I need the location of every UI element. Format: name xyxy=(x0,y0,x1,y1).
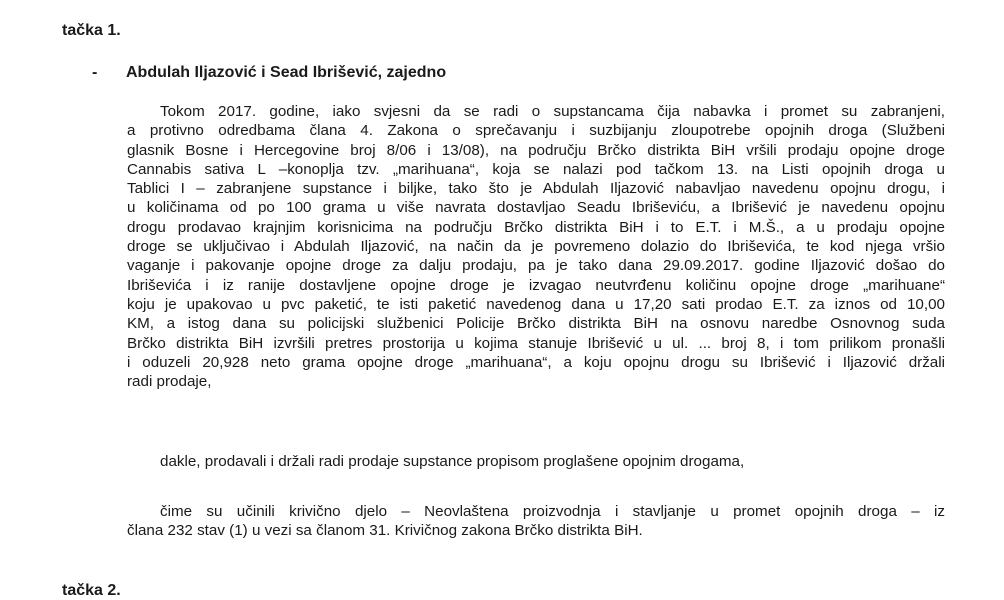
section-heading-1: tačka 1. xyxy=(62,22,121,39)
paragraph-line: čime su učinili krivično djelo – Neovlaštena proizvodnja i stavljanje u promet opojnih droga – iz xyxy=(160,503,945,520)
paragraph-line: a protivno odredbama člana 4. Zakona o sprečavanju i suzbijanju zloupotrebe opojnih droga (Službeni xyxy=(127,122,945,140)
paragraph-line: vaganje i pakovanje opojne droge za dalju prodaju, pa je tako dana 29.09.2017. godine Iljazović došao do xyxy=(127,257,945,275)
defendants-names: Abdulah Iljazović i Sead Ibrišević, zajedno xyxy=(126,64,447,81)
paragraph-line: radi prodaje, xyxy=(127,373,212,391)
paragraph-line: i oduzeli 20,928 neto grama opojne droge „marihuana“, a koju opojnu drogu su Ibrišević i Iljazović držali xyxy=(127,353,945,371)
paragraph-line: koju je upakovao u pvc paketić, te isti paketić navedenog dana u 17,20 sati prodao E.T. za iznos od 10,00 xyxy=(127,295,945,313)
paragraph-line: Brčko distrikta BiH izvršili pretres prostorija u kojima stanuje Ibrišević u ul. ... broj 8, i tom prilikom pronašli xyxy=(127,334,945,352)
section-heading-2: tačka 2. xyxy=(62,582,121,599)
list-dash: - xyxy=(92,64,98,81)
defendants-subheading xyxy=(92,64,446,82)
paragraph-line: KM, a istog dana su policijski službenici Policije Brčko distrikta BiH na osnovu naredbe Osnovnog suda xyxy=(127,315,945,333)
paragraph-line: Tokom 2017. godine, iako svjesni da se radi o supstancama čija nabavka i promet su zabranjeni, xyxy=(160,103,945,120)
paragraph-line: u količinama od po 100 grama u više navrata dostavljao Seadu Ibriševiću, a Ibrišević je navedenu opojnu xyxy=(127,199,945,217)
paragraph-line: Ibriševića i iz ranije dostavljene opojne droge je izvagao neutvrđenu količinu opojne droge „marihuane“ xyxy=(127,276,945,294)
paragraph-line: Tablici I – zabranjene supstance i biljke, tako što je Abdulah Iljazović nabavljao navedenu opojnu drogu, i xyxy=(127,180,945,198)
paragraph-line: droge se uključivao i Abdulah Iljazović, na način da je povremeno dolazio do Ibriševića, te kod njega vršio xyxy=(127,238,945,256)
charge-paragraph xyxy=(127,102,945,391)
paragraph-line: drogu prodavao krajnjim korisnicima na području Brčko distrikta BiH i to E.T. i M.Š., a u prodaju opojne xyxy=(127,218,945,236)
offense-paragraph xyxy=(127,502,945,541)
paragraph-line: glasnik Bosne i Hercegovine broj 8/06 i 13/08), na području Brčko distrikta BiH vršili prodaju opojne droge xyxy=(127,141,945,159)
conclusion-paragraph xyxy=(160,452,940,471)
paragraph-line: Cannabis sativa L –konoplja tzv. „marihuana“, koja se nalazi pod tačkom 13. na Listi opojnih droga u xyxy=(127,160,945,178)
paragraph-line: dakle, prodavali i držali radi prodaje supstance propisom proglašene opojnim drogama, xyxy=(160,453,745,470)
paragraph-line: člana 232 stav (1) u vezi sa članom 31. Krivičnog zakona Brčko distrikta BiH. xyxy=(127,522,643,540)
